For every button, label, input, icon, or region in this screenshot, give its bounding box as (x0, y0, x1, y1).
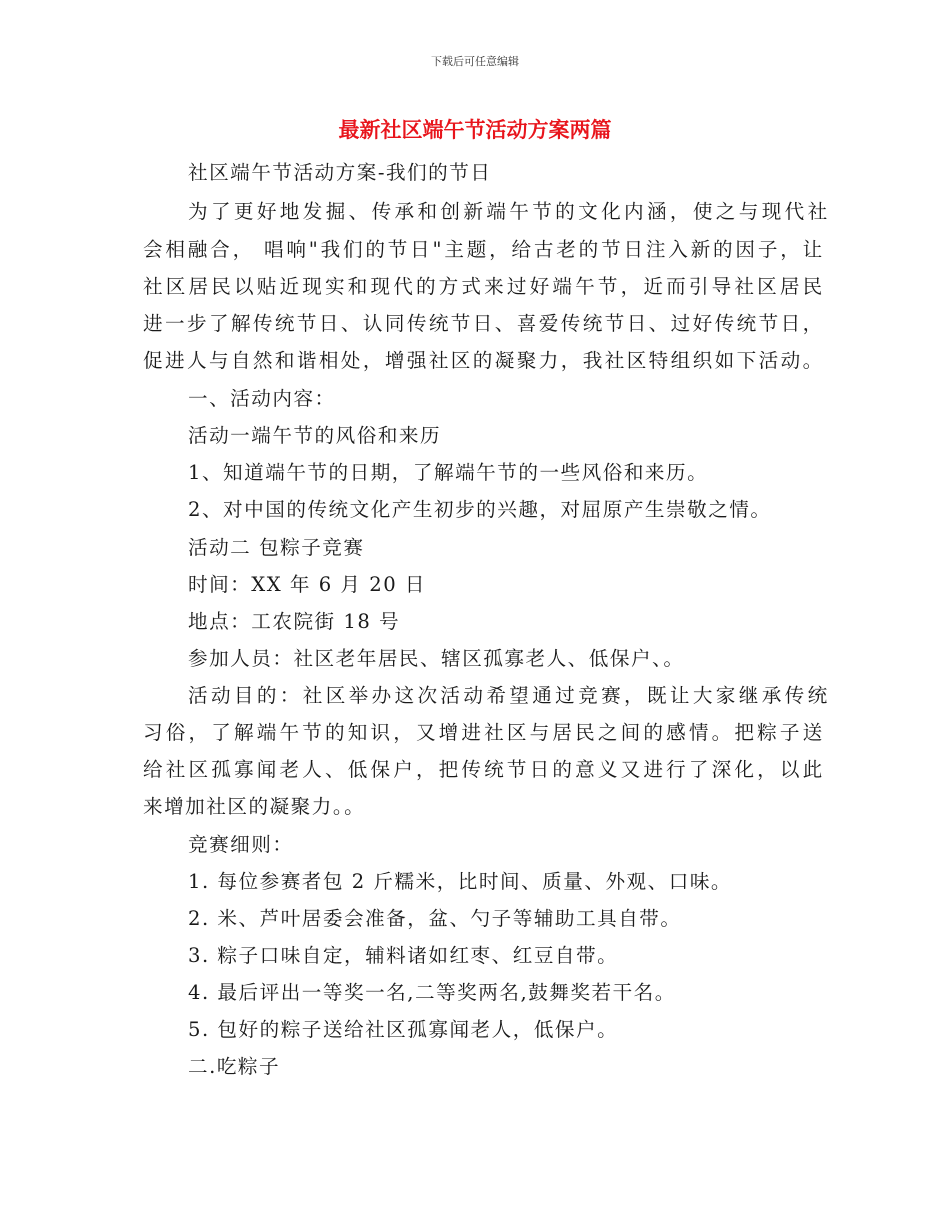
purpose-line-4: 来增加社区的凝聚力。。 (143, 795, 366, 818)
purpose-line-2: 习俗，了解端午节的知识，又增进社区与居民之间的感情。把粽子送 (143, 721, 823, 744)
activity-time: 时间：XX 年 6 月 20 日 (188, 573, 427, 596)
rule-item-3: 3. 粽子口味自定，辅料诸如红枣、红豆自带。 (188, 944, 619, 967)
section2-heading: 二.吃粽子 (188, 1055, 281, 1078)
purpose-line-1: 活动目的：社区举办这次活动希望通过竞赛，既让大家继承传统 (188, 684, 828, 707)
activity-place: 地点：工农院街 18 号 (188, 610, 401, 633)
intro-line-5: 促进人与自然和谐相处，增强社区的凝聚力，我社区特组织如下活动。 (143, 349, 823, 372)
activity1-title: 活动一端午节的风俗和来历 (188, 424, 442, 447)
intro-line-2: 会相融合， 唱响"我们的节日"主题，给古老的节日注入新的因子，让 (143, 238, 823, 261)
activity1-item-1: 1、知道端午节的日期，了解端午节的一些风俗和来历。 (188, 461, 709, 484)
subtitle: 社区端午节活动方案-我们的节日 (188, 161, 492, 184)
document-title: 最新社区端午节活动方案两篇 (338, 118, 612, 142)
intro-line-1: 为了更好地发掘、传承和创新端午节的文化内涵，使之与现代社 (188, 200, 828, 223)
activity2-title: 活动二 包粽子竞赛 (188, 536, 365, 559)
intro-line-4: 进一步了解传统节日、认同传统节日、喜爱传统节日、过好传统节日， (143, 312, 823, 335)
rule-item-1: 1. 每位参赛者包 2 斤糯米，比时间、质量、外观、口味。 (188, 870, 733, 893)
rule-item-2: 2. 米、芦叶居委会准备，盆、勺子等辅助工具自带。 (188, 907, 682, 930)
rules-heading: 竞赛细则： (188, 833, 294, 856)
rule-item-5: 5. 包好的粽子送给社区孤寡闻老人，低保户。 (188, 1018, 619, 1041)
intro-line-3: 社区居民以贴近现实和现代的方式来过好端午节，近而引导社区居民 (143, 275, 823, 298)
purpose-line-3: 给社区孤寡闻老人、低保户，把传统节日的意义又进行了深化，以此 (143, 758, 823, 781)
activity-participants: 参加人员：社区老年居民、辖区孤寡老人、低保户、。 (188, 647, 685, 670)
header-note: 下载后可任意编辑 (431, 55, 519, 68)
section1-heading: 一、活动内容： (188, 387, 336, 410)
activity1-item-2: 2、对中国的传统文化产生初步的兴趣，对屈原产生崇敬之情。 (188, 498, 772, 521)
rule-item-4: 4. 最后评出一等奖一名,二等奖两名,鼓舞奖若干名。 (188, 981, 676, 1004)
